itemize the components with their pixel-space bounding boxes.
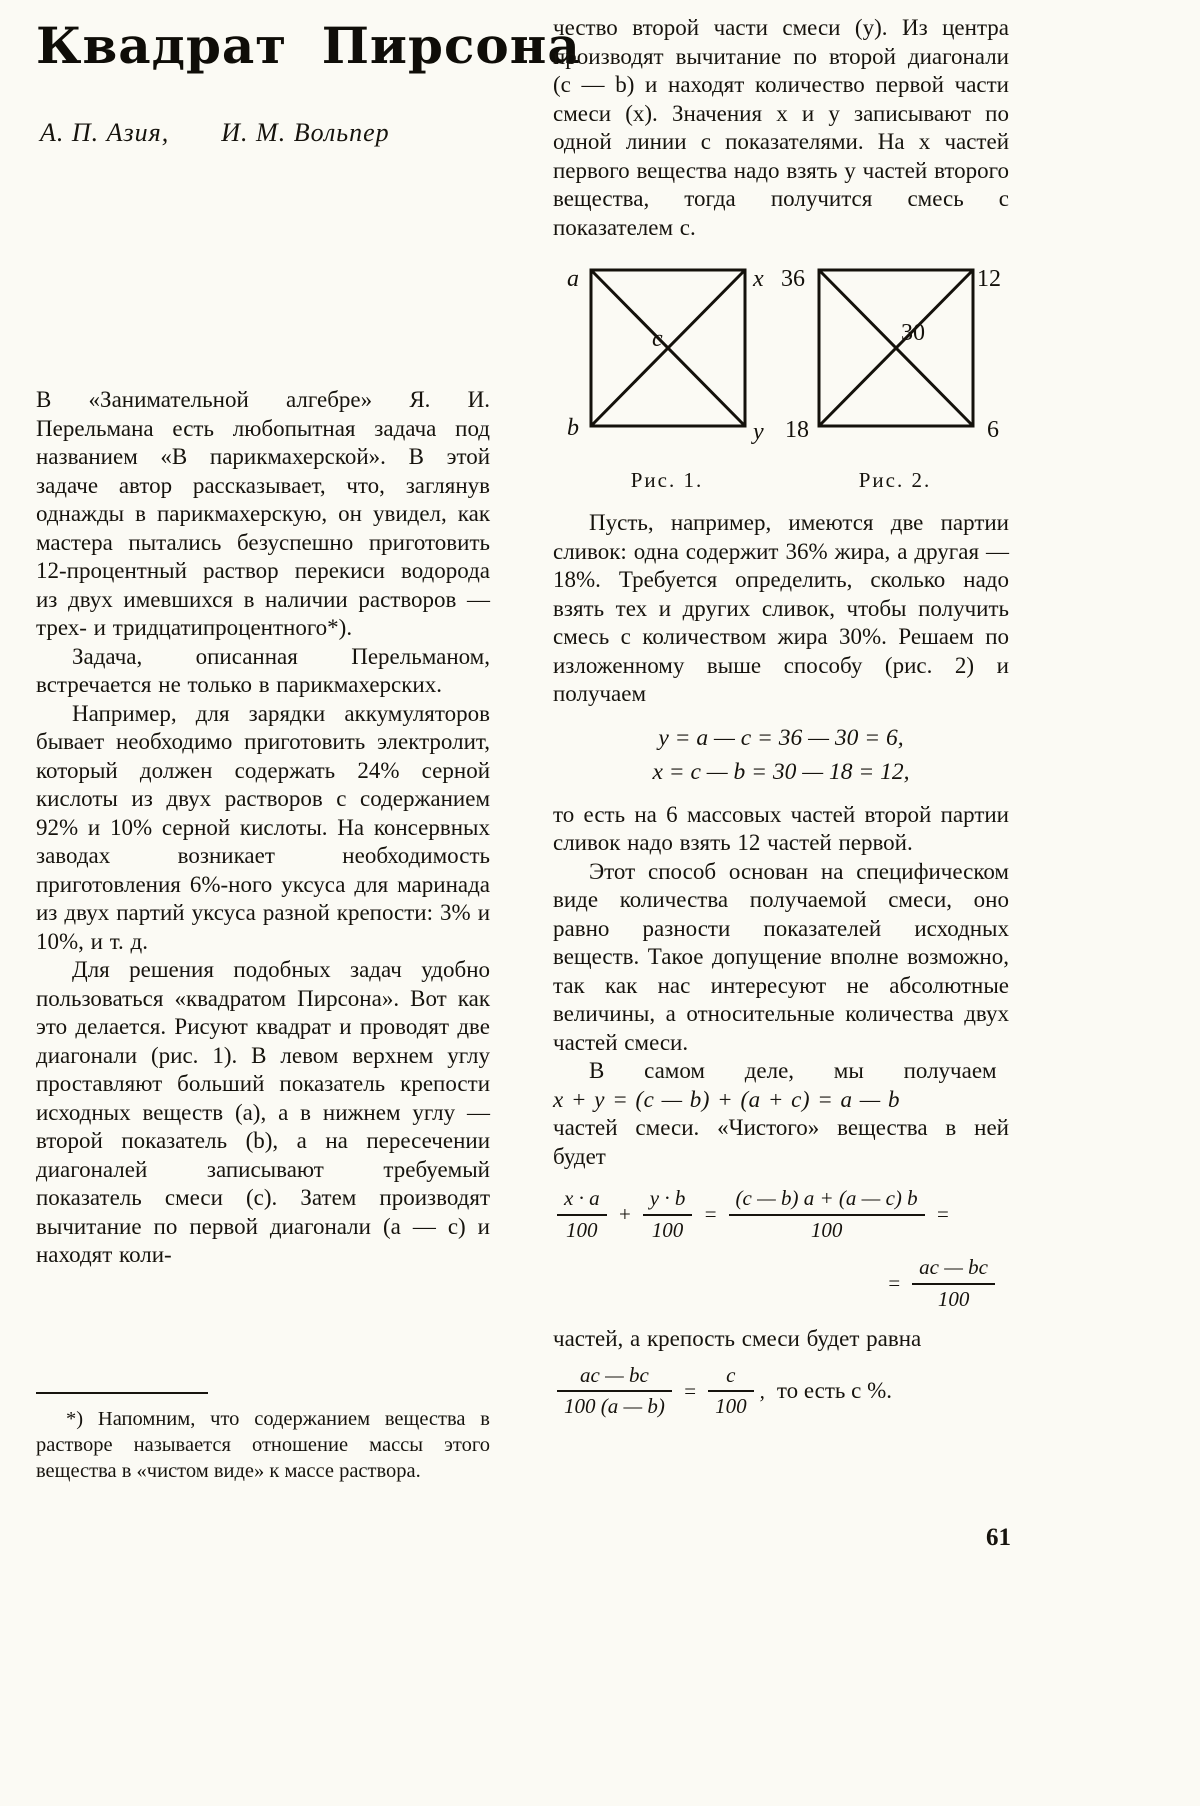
- author-name-1: А. П. Азия,: [40, 118, 170, 147]
- paragraph: частей, а крепость смеси будет равна: [553, 1326, 922, 1352]
- plus-operator: +: [617, 1202, 632, 1227]
- figure-1: [553, 260, 781, 493]
- paragraph: [553, 1057, 1009, 1171]
- inline-formula: x + y = (c — b) + (a + c) = a — b: [553, 1086, 900, 1112]
- center-value-30: 30: [901, 320, 925, 346]
- page-number: 61: [986, 1524, 1011, 1551]
- formula-fraction: [643, 1187, 693, 1242]
- paragraph: Для решения подобных задач удобно пользоваться «квадратом Пирсона». Вот как это делается. Рисуют квадрат и проводят две диагонали (рис. 1). В левом верхнем углу проставляют больший показатель крепости исходных веществ (a), а в нижнем углу — второй показатель (b), а на пересечении диагоналей записывают требуемый показатель смеси (c). Затем производят вычитание по первой диагонали (a — c) и находят коли-: [36, 957, 490, 1267]
- equation-line-y: y = a — c = 36 — 30 = 6,: [658, 724, 904, 751]
- figure-1-caption: Рис. 1.: [630, 468, 704, 492]
- formula-fraction: [912, 1256, 995, 1311]
- corner-value-12: 12: [977, 266, 1001, 292]
- final-formula: [553, 1364, 1009, 1419]
- fraction-denominator: 100: [912, 1283, 995, 1312]
- footnote: [36, 1392, 490, 1484]
- inline-text: В самом деле, мы получаем: [589, 1058, 997, 1083]
- paragraph: Например, для зарядки аккумуляторов бывает необходимо приготовить электролит, который должен содержать 24% серной кислоты из двух растворов с содержанием 92% и 10% серной кислоты. На консервных заводах возникает необходимость приготовления 6%-ного уксуса для маринада из двух партий уксуса разной крепости: 3% и 10%, и т. д.: [36, 700, 490, 954]
- article-authors: [40, 118, 492, 148]
- fraction-numerator: y · b: [649, 1186, 686, 1210]
- fraction-denominator: 100: [708, 1390, 754, 1419]
- comma: ,: [759, 1378, 765, 1403]
- article-title: Квадрат Пирсона: [36, 16, 581, 75]
- footnote-divider: [36, 1392, 208, 1394]
- pearson-square-diagram-2: [781, 260, 1009, 446]
- paragraph: Этот способ основан на специфическом виде количества получаемой смеси, оно равно разности показателей исходных веществ. Такое допущение вполне возможно, так как нас интересуют не абсолютные величины, а относительные количества двух частей смеси.: [553, 858, 1009, 1055]
- inline-text: частей смеси. «Чистого» вещества в ней будет: [553, 1115, 1009, 1169]
- equals-operator: =: [887, 1271, 902, 1296]
- corner-value-6: 6: [987, 417, 999, 443]
- footnote-text: *) Напомним, что содержанием вещества в растворе называется отношение массы этого вещества в «чистом виде» к массе раствора.: [36, 1408, 490, 1482]
- corner-label-b: b: [567, 415, 579, 441]
- fraction-numerator: ac — bc: [580, 1362, 649, 1387]
- equals-operator: =: [682, 1378, 698, 1403]
- formula-fraction: [557, 1187, 607, 1242]
- pearson-square-diagram-1: [553, 260, 781, 446]
- corner-value-18: 18: [785, 417, 809, 443]
- right-column: [553, 14, 1009, 1419]
- fraction-numerator: (c — b) a + (a — c) b: [735, 1186, 918, 1210]
- corner-label-y: y: [753, 419, 764, 445]
- mixture-formula-line-1: [553, 1187, 1009, 1242]
- paragraph: чество второй части смеси (y). Из центра производят вычитание по второй диагонали (c — b) и находят количество первой части смеси (x). Значения x и y записывают по одной линии с показателями. На x частей первого вещества надо взять y частей второго вещества, тогда получится смесь с показателем c.: [553, 15, 1009, 240]
- center-label-c: c: [652, 326, 663, 352]
- fraction-denominator: 100: [557, 1214, 607, 1243]
- equals-operator: =: [935, 1202, 950, 1227]
- fraction-numerator: x · a: [564, 1186, 600, 1210]
- formula-tail-text: то есть c %.: [776, 1378, 892, 1404]
- paragraph: В «Занимательной алгебре» Я. И. Перельмана есть любопытная задача под названием «В парикмахерской». В этой задаче автор рассказывает, что, заглянув однажды в парикмахерскую, он увидел, как мастера пытались безуспешно приготовить 12-процентный раствор перекиси водорода из двух имевшихся в наличии растворов — трех- и тридцатипроцентного*).: [36, 387, 490, 640]
- left-column: [36, 386, 490, 1270]
- equation-block: [553, 721, 1009, 789]
- figures-row: [553, 260, 1009, 493]
- formula-fraction: [557, 1364, 672, 1419]
- corner-value-36: 36: [781, 266, 805, 292]
- figure-2-caption: Рис. 2.: [858, 468, 932, 492]
- fraction-numerator: ac — bc: [919, 1255, 988, 1280]
- equation-line-x: x = c — b = 30 — 18 = 12,: [652, 758, 910, 785]
- fraction-denominator: 100: [643, 1214, 693, 1243]
- figure-2: [781, 260, 1009, 493]
- fraction-numerator: c: [726, 1362, 736, 1387]
- corner-label-x: x: [753, 266, 764, 292]
- mixture-formula-line-2: [553, 1256, 999, 1311]
- paragraph: Задача, описанная Перельманом, встречается не только в парикмахерских.: [36, 643, 490, 697]
- paragraph: то есть на 6 массовых частей второй партии сливок надо взять 12 частей первой.: [553, 801, 1009, 855]
- fraction-denominator: 100 (a — b): [557, 1390, 672, 1419]
- formula-fraction: [729, 1187, 925, 1242]
- author-name-2: И. М. Вольпер: [221, 118, 390, 147]
- equals-operator: =: [703, 1202, 718, 1227]
- formula-fraction: [708, 1364, 754, 1419]
- paragraph: Пусть, например, имеются две партии сливок: одна содержит 36% жира, а другая — 18%. Требуется определить, сколько надо взять тех и других сливок, чтобы получить смесь с количеством жира 30%. Решаем по изложенному выше способу (рис. 2) и получаем: [553, 510, 1009, 706]
- fraction-denominator: 100: [729, 1214, 925, 1243]
- corner-label-a: a: [567, 266, 579, 292]
